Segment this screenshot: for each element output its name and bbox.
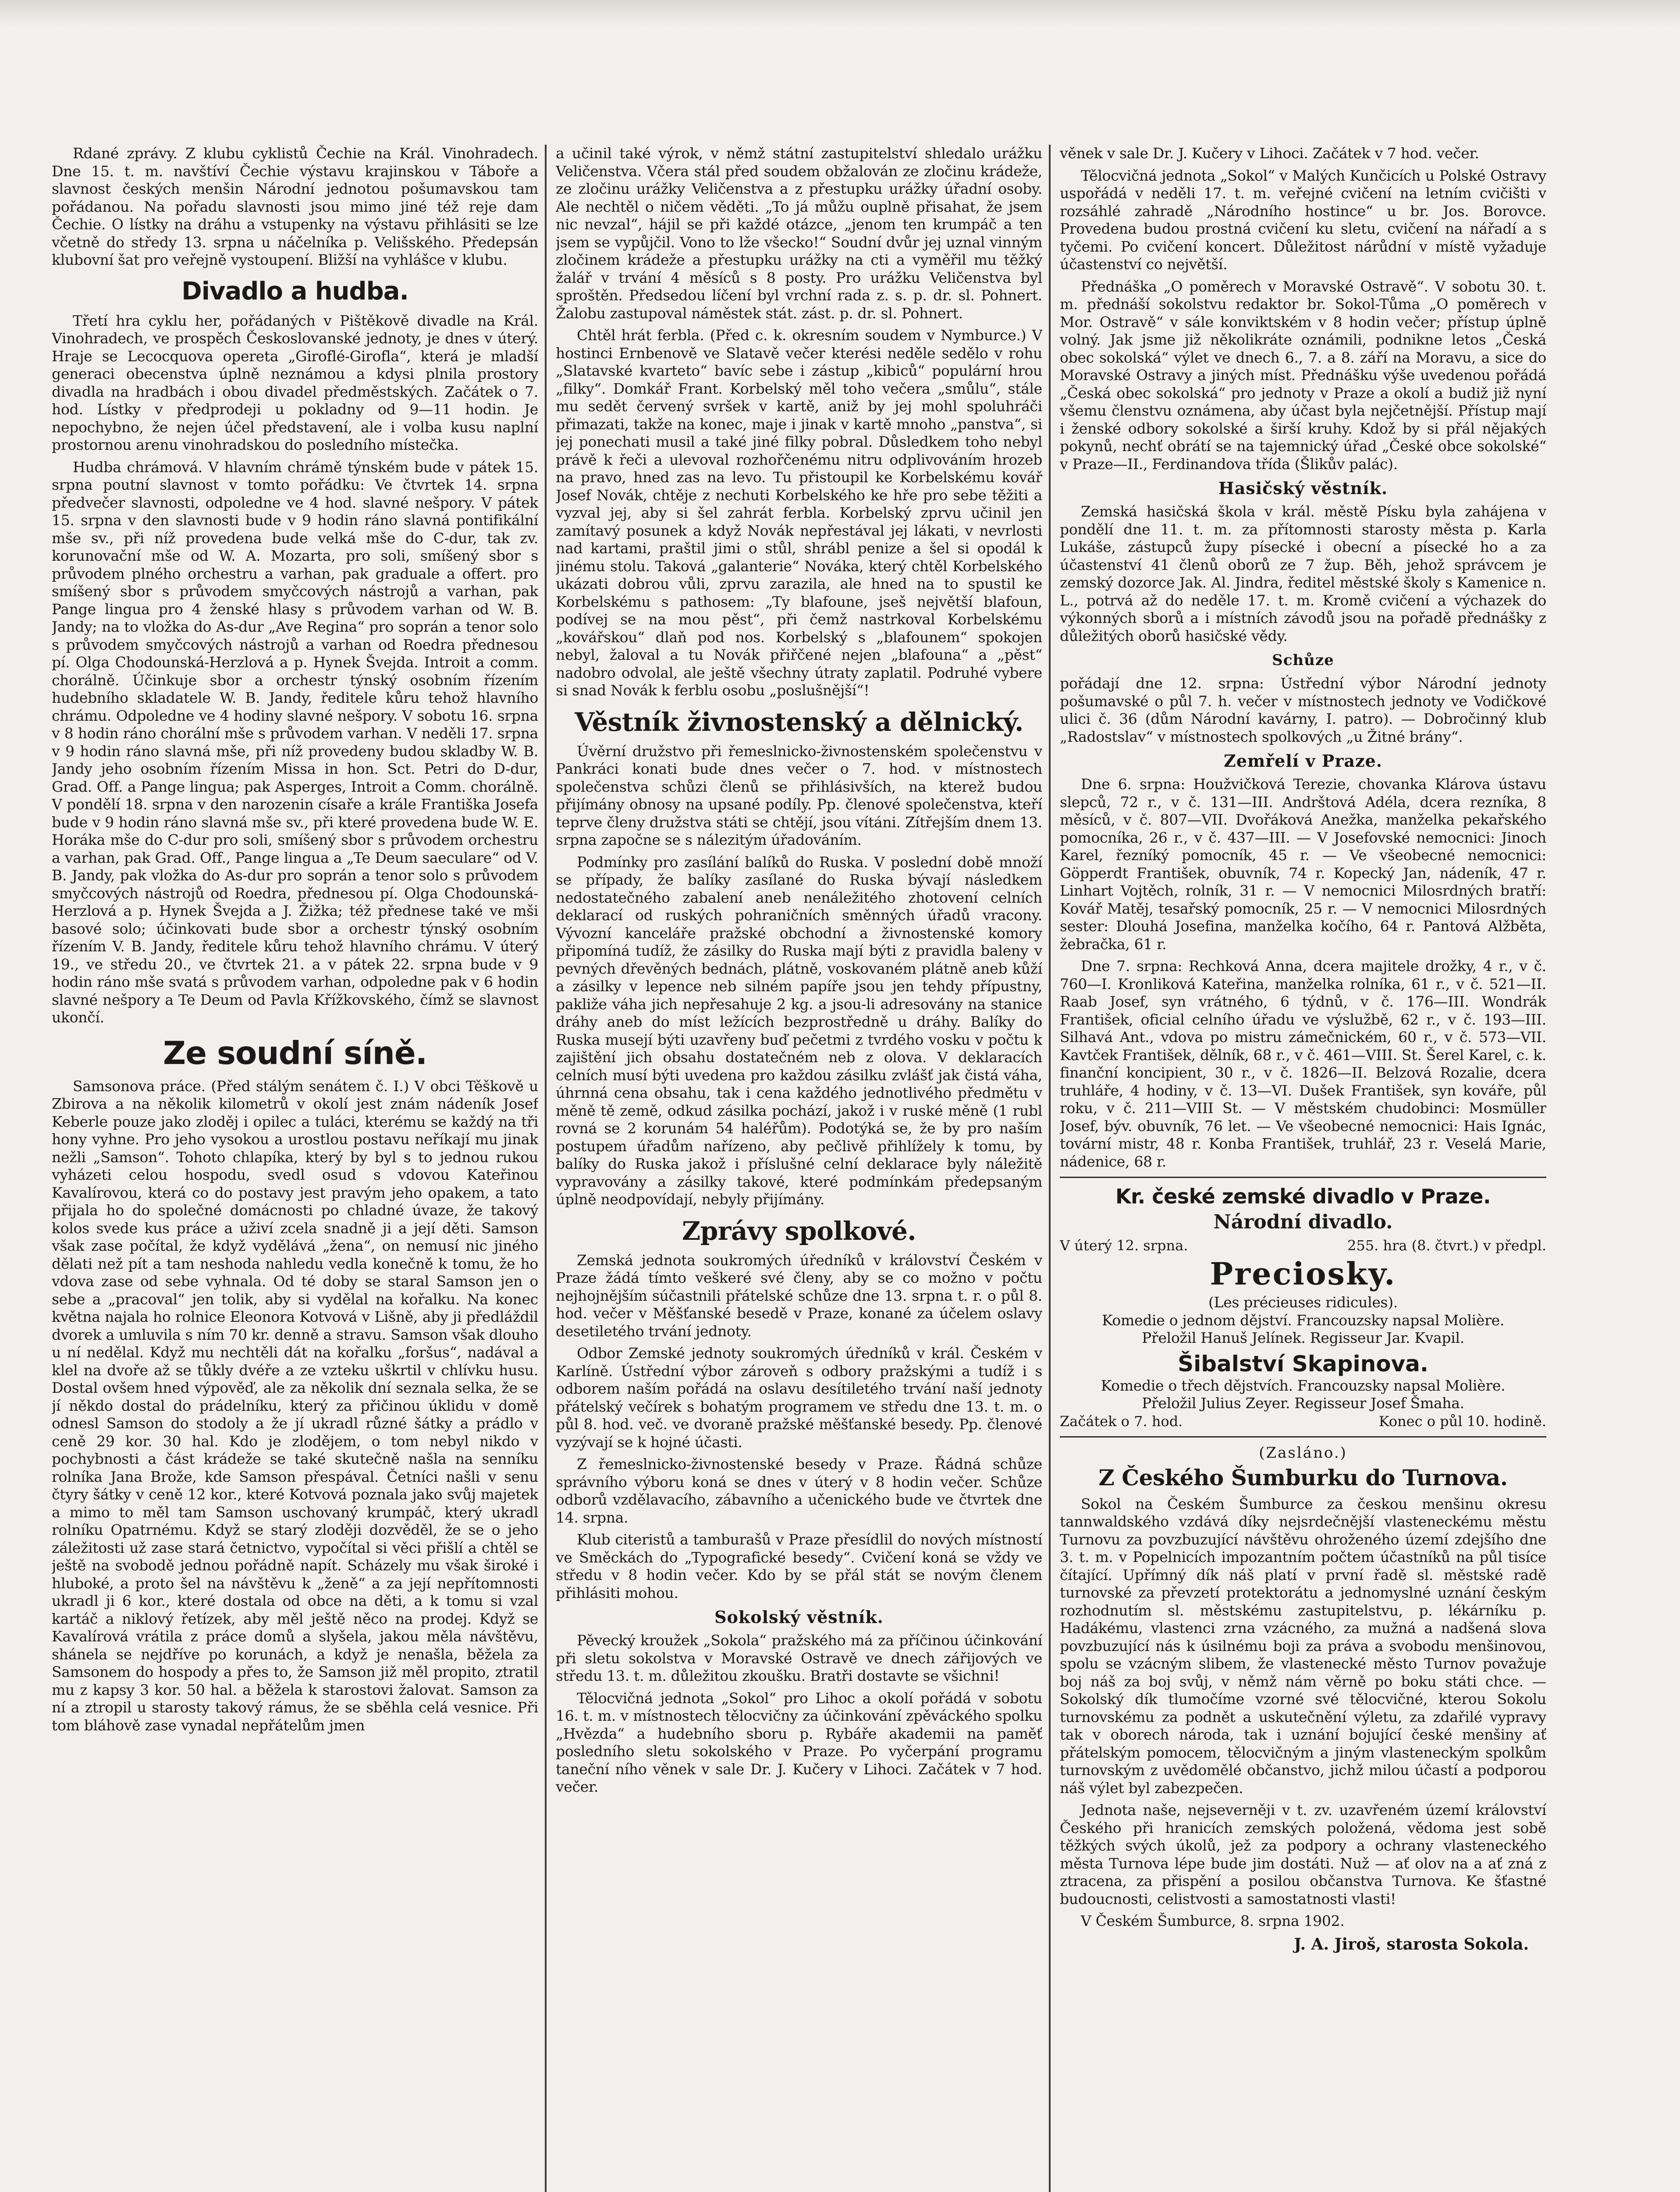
section-heading-schuze: Schůze [1272, 651, 1334, 669]
play-times-row [1060, 1413, 1546, 1430]
play-title-preciosky: Preciosky. [1210, 1256, 1396, 1292]
article-cyklistu: Rdané zprávy. Z klubu cyklistů Čechie na Král. Vinohradech. Dne 15. t. m. navštíví Čechie výstavu krajinskou v Táboře a slavnost českých menšin Národní jednotou pošumavskou tam pořádanou. Na pořadu slavnosti jsou mimo jiné též reje dam Čechie. O lístky na dráhu a vstupenky na výstavu přihlásiti se lze včetně do středy 13. srpna u náčelníka p. Velišského. Předepsán klubovní šat pro veřejně vystoupení. Bližší na vyhlášce v klubu. [52, 145, 538, 268]
divider [1060, 1177, 1546, 1178]
column-rule [545, 145, 547, 2192]
section-heading-turnov: Z Českého Šumburku do Turnova. [1098, 1464, 1508, 1491]
article-jednota-nase: Jednota naše, nejseverněji v t. zv. uzavřeném území království Českého při hranicích zemských položená, vědoma jest sobě těžkých svých úkolů, jež za podpory a ochrany vlasteneckého města Turnova lépe bude jim dostáti. Nuž — ať olov na a ať zná z ztracena, za přispění a posilou občanstva Turnova. Ke šťastné budoucnosti, celistvosti a samostatnosti vlasti! [1060, 1801, 1546, 1907]
play-title-sibalstvi: Šibalství Skapinova. [1178, 1351, 1428, 1377]
zaslano-label: (Zasláno.) [1259, 1444, 1347, 1462]
article-chtel-hrat-ferbla: Chtěl hrát ferbla. (Před c. k. okresním soudem v Nymburce.) V hostinci Ernbenově ve Slatavě večer kterési neděle sedělo v rohu „Slatavské kvarteto“ bavíc sebe i zástup „kibiců“ populární hrou „filky“. Domkář Frant. Korbelský měl toho večera „smůlu“, stále mu sedět červený svršek v kartě, aniž by jej mohl spoluhráči přimazati, takže na konec, maje i jinak v kartě mnoho „panstva“, si jej ponechati musil a také jiné filky pobral. Důsledkem toho nebyl právě k řeči a ulevoval rozhořčenému nitru odplivováním hrozeb na pravo, hned zas na levo. Tu přistoupil ke Korbelskému kovář Josef Novák, chtěje z nechuti Korbelského ke hře pro sebe těžiti a vyzval jej, aby si šel zahrát ferbla. Korbelský zprvu učinil jen zamítavý posunek a když Novák nepřestával jej lákati, v nevrlosti nad kartami, praštil jimi o stůl, shrábl penize a šel si opodál k jinému stolu. Taková „galanterie“ Nováka, který chtěl Korbelského ukázati dobrou vůli, zprvu zarazila, ale hned na to spustil ke Korbelskému s pathosem: „Ty blafoune, jseš největší blafoun, podívej se na mou pěst“, při čemž nastrkoval Korbelskému „kovářskou“ dlaň pod nos. Korbelský s „blafounem“ spokojen nebyl, žaloval a tu Novák přiřčené nejen „blafouna“ a „pěst“ nadobro odvolal, ale ještě všechny útraty zaplatil. Podruhé vybere si snad Novák k ferblu osobu „poslušnější“! [556, 327, 1042, 699]
article-male-kuncice: Tělocvičná jednota „Sokol“ v Malých Kunčicích u Polské Ostravy uspořádá v neděli 17. t. m. veřejné cvičení na letním cvičišti v rozsáhlé zahradě „Národního hostince“ u br. Jos. Borovce. Provedena budou prostná cvičení ku sletu, cvičení na nářadí a s tyčemi. Po cvičení koncert. Důležitost nárůdní v místě vyžaduje účastenství co největší. [1060, 167, 1546, 273]
section-heading-vestnik: Věstník živnostenský a dělnický. [575, 707, 1023, 737]
article-hudba-chramova: Hudba chrámová. V hlavním chrámě týnském bude v pátek 15. srpna poutní slavnost v tomto pořádku: Ve čtvrtek 14. srpna předvečer slavnosti, odpoledne ve 4 hod. slavné nešpory. V pátek 15. srpna v den slavnosti bude v 9 hodin ráno slavná pontifikální mše sv., při níž provedena bude velká mše do C-dur, tak zv. korunovační mše od W. A. Mozarta, pro soli, smíšený sbor s průvodem plného orchestru a varhan, pak graduale a offert. pro smíšený sbor s průvodem smyčcových nástrojů a varhan, pak Pange lingua pro 4 ženské hlasy s průvodem varhan od W. B. Jandy; na to vložka do As-dur „Ave Regina“ pro soprán a tenor solo s průvodem smyčcových nástrojů a varhan od Roedra přednesou pí. Olga Chodounská-Herzlová a p. Hynek Švejda. Introit a comm. chorálně. Účinkuje sbor a orchestr týnský osobním řízením hudebního skladatele W. B. Jandy, ředitele kůru tehož hlavního chrámu. Odpoledne ve 4 hodiny slavné nešpory. V sobotu 16. srpna v 8 hodin ráno chorální mše s průvodem varhan. V neděli 17. srpna v 9 hodin ráno slavná mše, při níž provedeny budou skladby W. B. Jandy jeho osobním řízením Missa in hon. Sct. Petri do D-dur, Grad. Off. a Pange lingua; pak Asperges, Introit a Comm. chorálně. V pondělí 18. srpna v den narozenin císaře a krále Františka Josefa bude v 9 hodin ráno slavná mše sv., při které provedena bude W. E. Horáka mše do C-dur pro soli, smíšený sbor s průvodem orchestru a varhan, pak Grad. Off., Pange lingua a „Te Deum saeculare“ od V. B. Jandy, pak vložka do As-dur pro soprán a tenor solo s průvodem smyčcových nástrojů od Roedra, přednesou pí. Olga Chodounská-Herzlová a p. Hynek Švejda a J. Žižka; též přednese také ve mši basové solo; účinkovati bude sbor a orchestr týnský osobním řízením V. B. Jandy, ředitele kůru tehož hlavního chrámu. V úterý 19., ve středu 20., ve čtvrtek 21. a v pátek 22. srpna bude v 9 hodin ráno mše svatá s průvodem varhan, odpoledne pak v 6 hodin slavné nešpory a Te Deum od Pavla Křížkovského, čímž se slavnost ukončí. [52, 458, 538, 1026]
article-uverni-druzstvo: Úvěrní družstvo při řemeslnicko-živnostenském společenstvu v Pankráci konati bude dnes večer o 7. hod. v místnostech společenstva schůzi členů se přihlásivších, na kterež budou přijímány obnosy na upsané podíly. Pp. členové společenstva, kteří teprve členy družstva státi se chtějí, jsou vítáni. Zítřejším dnem 13. srpna započne se s nálezitým úřadováním. [556, 742, 1042, 848]
section-heading-divadlo: Divadlo a hudba. [181, 277, 408, 306]
article-podminky-ruska: Podmínky pro zasílání balíků do Ruska. V poslední době množí se případy, že balíky zasílané do Ruska bývají následkem nedostatečného zabalení aneb nenáležitého zhotovení celních deklarací od ruských pohraničních směnných úřadů vracony. Vývozní kanceláře pražské obchodní a živnostenské komory připomíná tudíž, že zásilky do Ruska mají býti z pravidla baleny v pevných dřevěných bednách, plátně, voskovaném plátně aneb kůží a zásilky v lepence neb silném papíře jsou jen tehdy přípustny, pakliže váha jich nepřesahuje 2 kg. a jsou-li adresovány na stanice dráhy aneb do míst ležících bezprostředně u dráhy. Balíky do Ruska musejí býti uzavřeny buď pečetmi z tvrdého vosku v počtu k zajištění jich obsahu dostatečném neb z olova. V deklaracích celních musí býti uvedena pro každou zásilku zvlášť jak čistá váha, úhrnná cena obsahu, tak i cena každého jednotlivého předmětu v měně tě země, odkud zásilka pochází, jakož i v ruské měně (1 rubl rovná se 2 korunám 54 haléřům). Podotýká se, že by pro naším postupem úřadům nařízeno, aby pečlivě přihlížely k tomu, by balíky do Ruska jakož i příslušné celní deklarace byly náležitě vypravovány a zásilky takové, které podmínkám předepsaným úplně neodpovídají, nebyly přijímány. [556, 853, 1042, 1208]
play-credit: Komedie o jednom dějství. Francouzsky napsal Molière. [1101, 1311, 1505, 1329]
column-1 [52, 145, 538, 2192]
article-turnov: Sokol na Českém Šumburce za českou menšinu okresu tannwaldského vzdává díky nejsrdečnější vlasteneckému městu Turnovu za povzbuzující návštěvu ohroženého území zdejšího dne 3. t. m. v Popelnicích impozantním počtem účastníků na půl tisíce čítající. Upřímný dík náš platí v první řadě sl. městské radě turnovské za převzetí protektorátu a jednomyslné uznání českým rozhodnutím sl. městskému zastupitelstvu, p. lékárníku p. Hadákému, vlastenci zrna vzácného, za mužná a nadšená slova povzbuzující nás k úsilnému boji za práva a svobodu menšinovou, spolu se vzácným slibem, že vlastenecké město Turnov považuje boj náš za boj svůj, v němž nám věrně po boku státi chce. — Sokolský dík tlumočíme vzorné své tělocvičné, kterou Sokolu turnovskému za podnět a uskutečnění výletu, za zdařilé vypravy tak v oborech národa, tak i uznání bojující české menšiny ať přátelským pomocem, tělocvičným a jiným vlasteneckým spolkům turnovským z uvědomělé občanstvo, jichž milou účastí a podporou náš výlet byl zabezpečen. [1060, 1495, 1546, 1797]
play-end: Konec o půl 10. hodině. [1378, 1413, 1546, 1430]
page-edge-shadow [0, 0, 1680, 26]
theatre-performance-number: 255. hra (8. čtvrt.) v předpl. [1347, 1237, 1546, 1254]
place-date: V Českém Šumburce, 8. srpna 1902. [1081, 1912, 1345, 1929]
article-samsonova-prace: Samsonova práce. (Před stálým senátem č. I.) V obci Těškově u Zbirova a na několik kilometrů v okolí jest znám nádeník Josef Keberle pouze jako zloděj i opilec a tuláci, kterému se každý na tři hony vyhne. Pro jeho vysokou a urostlou postavu neříkají mu jinak nežli „Samson“. Tohoto chlapíka, který by byl s to jednou rukou vyházeti celou hospodu, svedl osud s vdovou Kateřinou Kavalírovou, která co do postavy jest pravým jeho opakem, a tato přijala ho do společné domácnosti po chladné úvaze, že takový kolos svede kus práce a uživí zcela snadně ji a její děti. Samson však zase počítal, že když vydělává „žena“, on nemusí nic jiného dělati než pít a tam neshoda nahledu vedla konečně k tomu, že ho vdova zase od sebe vyhnala. Od té doby se staral Samson jen o sebe a „pracoval“ jen tolik, aby si vydělal na kořalku. Na konec května najala ho rolnice Eleonora Kotvová v Lišně, aby ji předláždil dvorek a umluvila s ním 70 kr. denně a stravu. Samson však dlouho u ní nedělal. Když mu nechtěli dát na kořalku „foršus“, nadával a klel na dvoře až se tůkly dvéře a ze vzteku uškrtil v chlívku husu. Dostal ovšem hned výpověď, ale za několik dní seznala selka, že se jí někdo dostal do prádelníku, který za přičinou úklidu v domě odnesl Samson do stodoly a že jí ukradl různé šátky a prádlo v ceně 29 kor. 30 hal. Kdo je zlodějem, o tom nebyl nikdo v pochybnosti a část krádeže se také skutečně našla na senníku rolníka Jana Brože, kde Samson přespával. Četníci našli v senu čtyry šátky v ceně 12 kor., které Kotvová poznala jako svůj majetek a mimo to měl tam Samson uschovaný krumpáč, který ukradl rolníku Opatrnému. Když se starý zloději dozvěděl, že se o jeho záležitosti už zase stará četnictvo, vypočítal si věci přišlí a chtěl se ještě na svobodě jednou pořádně napít. Scházely mu však široké i hluboké, a proto šel na návštěvu k „ženě“ a za její nepřítomnosti ukradl ji 6 kor., které dostala od obce na děti, a k tomu si vzal kartáč a niklový řetízek, aby měl ještě něco na prodej. Když se Kavalírová vrátila z práce domů a slyšela, jakou měla návštěvu, shánela se nejdříve po korunách, a když je nenašla, běžela za Samsonem do hospody a přes to, že Samson již měl propito, ztratil mu z kapsy 3 kor. 50 hal. a běžela k starostovi žalovat. Samson za ní a ztropil u starosty takový rámus, že se sběhla celá vesnice. Při tom bláhově zase vynadal nepřátelům jmen [52, 1077, 538, 1734]
theatre-title: Kr. české zemské divadlo v Praze. [1115, 1185, 1491, 1208]
section-heading-zemreli: Zemřelí v Praze. [1224, 751, 1382, 771]
article-zemreli-7: Dne 7. srpna: Rechková Anna, dcera majitele drožky, 4 r., v č. 760—I. Kronliková Kateřina, manželka rolníka, 61 r., v č. 521—II. Raab Josef, syn vrátného, 6 týdnů, v č. 176—III. Wondrák František, oficial celního úřadu ve výslužbě, 62 r., v č. 193—III. Silhavá Ant., vdova po mistru zámečnickém, 60 r., v č. 573—VII. Kavtček František, dělník, 68 r., v č. 461—VIII. St. Šerel Karel, c. k. finanční koncipient, 30 r., v č. 1826—II. Belzová Rozalie, dcera truhláře, 4 hodiny, v č. 13—VI. Dušek František, syn kováře, půl roku, v č. 211—VIII St. — V městském chudobinci: Mosmüller Josef, býv. obuvník, 76 let. — Ve všeobecné nemocnici: Hais Ignác, tovární mistr, 48 r. Konba František, truhlář, 23 r. Veselá Marie, nádenice, 68 r. [1060, 957, 1546, 1170]
section-heading-sokolsky: Sokolský věstník. [714, 1607, 884, 1627]
theatre-date-row [1060, 1237, 1546, 1254]
column-2 [556, 145, 1042, 2192]
play-credit: Přeložil Hanuš Jelínek. Regisseur Jar. Kvapil. [1142, 1329, 1464, 1346]
signature: J. A. Jiroš, starosta Sokola. [1294, 1935, 1529, 1954]
play-credit: Přeložil Julius Zeyer. Regisseur Josef Šmaha. [1142, 1395, 1464, 1412]
article-odbor-karlin: Odbor Zemské jednoty soukromých úředníků v král. Českém v Karlíně. Ústřední výbor zároveň s odbory pražskými a tudíž i s odborem naším pořádá na oslavu desítiletého trvání naší jednoty přátelský večírek s bohatým programem ve středu dne 13. t. m. o půl 8. hod. več. ve dvoraně pražské měšťanské besedy. Pp. členové vyzývají se k hojné účasti. [556, 1345, 1042, 1451]
section-heading-zpravy-spolkove: Zprávy spolkové. [682, 1216, 916, 1246]
play-credit: Komedie o třech dějstvích. Francouzsky napsal Molière. [1101, 1377, 1506, 1394]
column-rule [1049, 145, 1051, 2192]
play-original-title: (Les précieuses ridicules). [1208, 1294, 1398, 1311]
article-prednaska-ostrava: Přednáška „O poměrech v Moravské Ostravě“. V sobotu 30. t. m. přednáší sokolstvu redaktor br. Sokol-Tůma „O poměrech v Mor. Ostravě“ v sále konviktském v 8 hodin večer; přístup úplně volný. Jak jsme již několikráte oznámili, podnikne letos „Česká obec sokolská“ výlet ve dnech 6., 7. a 8. září na Moravu, a sice do Moravské Ostravy a jiných míst. Přednášku výše uvedenou pořádá „Česká obec sokolská“ pro jednoty v Praze a okolí a budiž již nyní všemu členstvu oznámena, aby účast byla nejčetnější. Přístup mají i ženské odbory sokolské a širší kruhy. Kdož by si přál nějakých pokynů, nechť obrátí se na tajemnický úřad „České obce sokolské“ v Praze—II., Ferdinandova třída (Šlikův palác). [1060, 278, 1546, 473]
article-telocvicna-lihoc: Tělocvičná jednota „Sokol“ pro Lihoc a okolí pořádá v sobotu 16. t. m. v místnostech tělocvičny za účinkování zpěváckého spolku „Hvězda“ a hudebního sboru p. Rybáře akademii na paměť posledního sletu sokolského v Praze. Po vyčerpání programu taneční ního věnek v sale Dr. J. Kučery v Lihoci. Začátek v 7 hod. večer. [556, 1689, 1042, 1795]
article-pevecky-krouzek: Pěvecký kroužek „Sokola“ pražského má za příčinou účinkování při sletu sokolstva v Moravské Ostravě ve dnech zářijových ve středu 13. t. m. důležitou zkoušku. Bratři dostavte se všichni! [556, 1632, 1042, 1684]
play-start: Začátek o 7. hod. [1060, 1413, 1183, 1430]
article-hasicska-skola: Zemská hasičská škola v král. městě Písku byla zahájena v pondělí dne 11. t. m. za přítomnosti starosty města p. Karla Lukáše, zástupců župy písecké i obecní a písecké ho a za účastenství 41 členů oborů ze 7 žup. Běh, jehož správcem je zemský dozorce Jak. Al. Jindra, ředitel městské školy s Kamenice n. L., potrvá až do neděle 17. t. m. Kromě cvičení a výchazek do výkonných sborů a i místních závodů jsou na pořadě přednášky z důležitých oborů hasičské vědy. [1060, 503, 1546, 644]
section-heading-soudni-sin: Ze soudní síně. [163, 1034, 427, 1071]
article-zemska-jednota: Zemská jednota soukromých úředníků v království Českém v Praze žádá tímto veškeré své členy, aby se co možno v počtu nejhojnějším súčastnili přátelské schůze dne 13. srpna t. r. o půl 8. hod. večer v Měšťanské besedě v Praze, konané za účelem oslavy desetiletého trvání jednoty. [556, 1251, 1042, 1340]
article-continuation: a učinil také výrok, v němž státní zastupitelství shledalo urážku Veličenstva. Včera stál před soudem obžalován ze zločinu krádeže, ze zločinu urážky Veličenstva a z přestupku urážky úřadní osoby. Ale nechtěl o ničem věděti. „To já můžu ouplně přisahat, že jsem nic nevzal“, hájil se při každé otázce, „jenom ten krumpáč a ten jsem se vypůjčil. Vono to lže všecko!“ Soudní dvůr jej uznal vinným zločinem krádeže a přestupku urážky na cti a vyměřil mu těžký žalář v trvání 4 měsíců s 8 posty. Pro urážku Veličenstva byl sproštěn. Předsedou líčení byl vrchní rada z. s. p. dr. sl. Pohnert. Žalobu zastupoval náměstek stát. zást. p. dr. sl. Pohnert. [556, 145, 1042, 322]
divider [1060, 1436, 1546, 1438]
section-heading-hasicsky: Hasičský věstník. [1218, 478, 1388, 498]
article-continuation: věnek v sale Dr. J. Kučery v Lihoci. Začátek v 7 hod. večer. [1060, 145, 1479, 162]
article-remeslnicko-beseda: Z řemeslnicko-živnostenské besedy v Praze. Řádná schůze správního výboru koná se dnes v úterý v 8 hodin večer. Schůze odborů vzdělavacího, zábavního a učenického bude ve čtvrtek dne 14. srpna. [556, 1455, 1042, 1526]
column-3 [1060, 145, 1546, 2192]
article-zemreli-6: Dne 6. srpna: Houžvičková Terezie, chovanka Klárova ústavu slepců, 72 r., v č. 131—III. Andrštová Adéla, dcera rezníka, 8 měsíců, v č. 807—VII. Dvořáková Anežka, manželka pekařského pomocníka, 26 r., v č. 437—III. — V Josefovské nemocnici: Jinoch Karel, řezníký pomocník, 45 r. — Ve všeobecné nemocnici: Göpperdt František, obuvník, 74 r. Kopecký Jan, nádeník, 47 r. Linhart Vojtěch, rolník, 31 r. — V nemocnici Milosrdných bratří: Kovář Matěj, tesařský pomocník, 25 r. — V nemocnici Milosrdných sester: Dlouhá Josefina, manželka kočího, 64 r. Pantová Alžběta, žebračka, 61 r. [1060, 776, 1546, 953]
theatre-date: V úterý 12. srpna. [1060, 1237, 1188, 1254]
article-schuze: pořádají dne 12. srpna: Ústřední výbor Národní jednoty pošumavské o půl 7. h. večer v místnostech jednoty ve Vodičkové ulici č. 36 (dům Národní kavárny, I. patro). — Dobročinný klub „Radostslav“ v místnostech spolkových „u Žitné brány“. [1060, 675, 1546, 745]
theatre-subtitle: Národní divadlo. [1213, 1211, 1393, 1233]
article-treti-hra: Třetí hra cyklu her, pořádaných v Pištěkově divadle na Král. Vinohradech, ve prospěch Českoslovanské jednoty, je dnes v úterý. Hraje se Lecocquova opereta „Giroflé-Girofla“, která je mladší generaci obecenstva úplně neznámou a kdysi plnila prostory divadla na hradbách i obou divadel předměstských. Začátek o 7. hod. Lístky v předprodeji u pokladny od 9—11 hodin. Je nepochybno, že nejen účel představení, ale i volba kusu naplní prostornou arenu vinohradskou do posledního místečka. [52, 312, 538, 453]
article-klub-citeristu: Klub citeristů a tamburašů v Praze přesídlil do nových místností ve Směckách do „Typografické besedy“. Cvičení koná se vždy ve středu v 8 hodin večer. Kdo by se přál stát se novým členem přihlásiti mohou. [556, 1531, 1042, 1601]
